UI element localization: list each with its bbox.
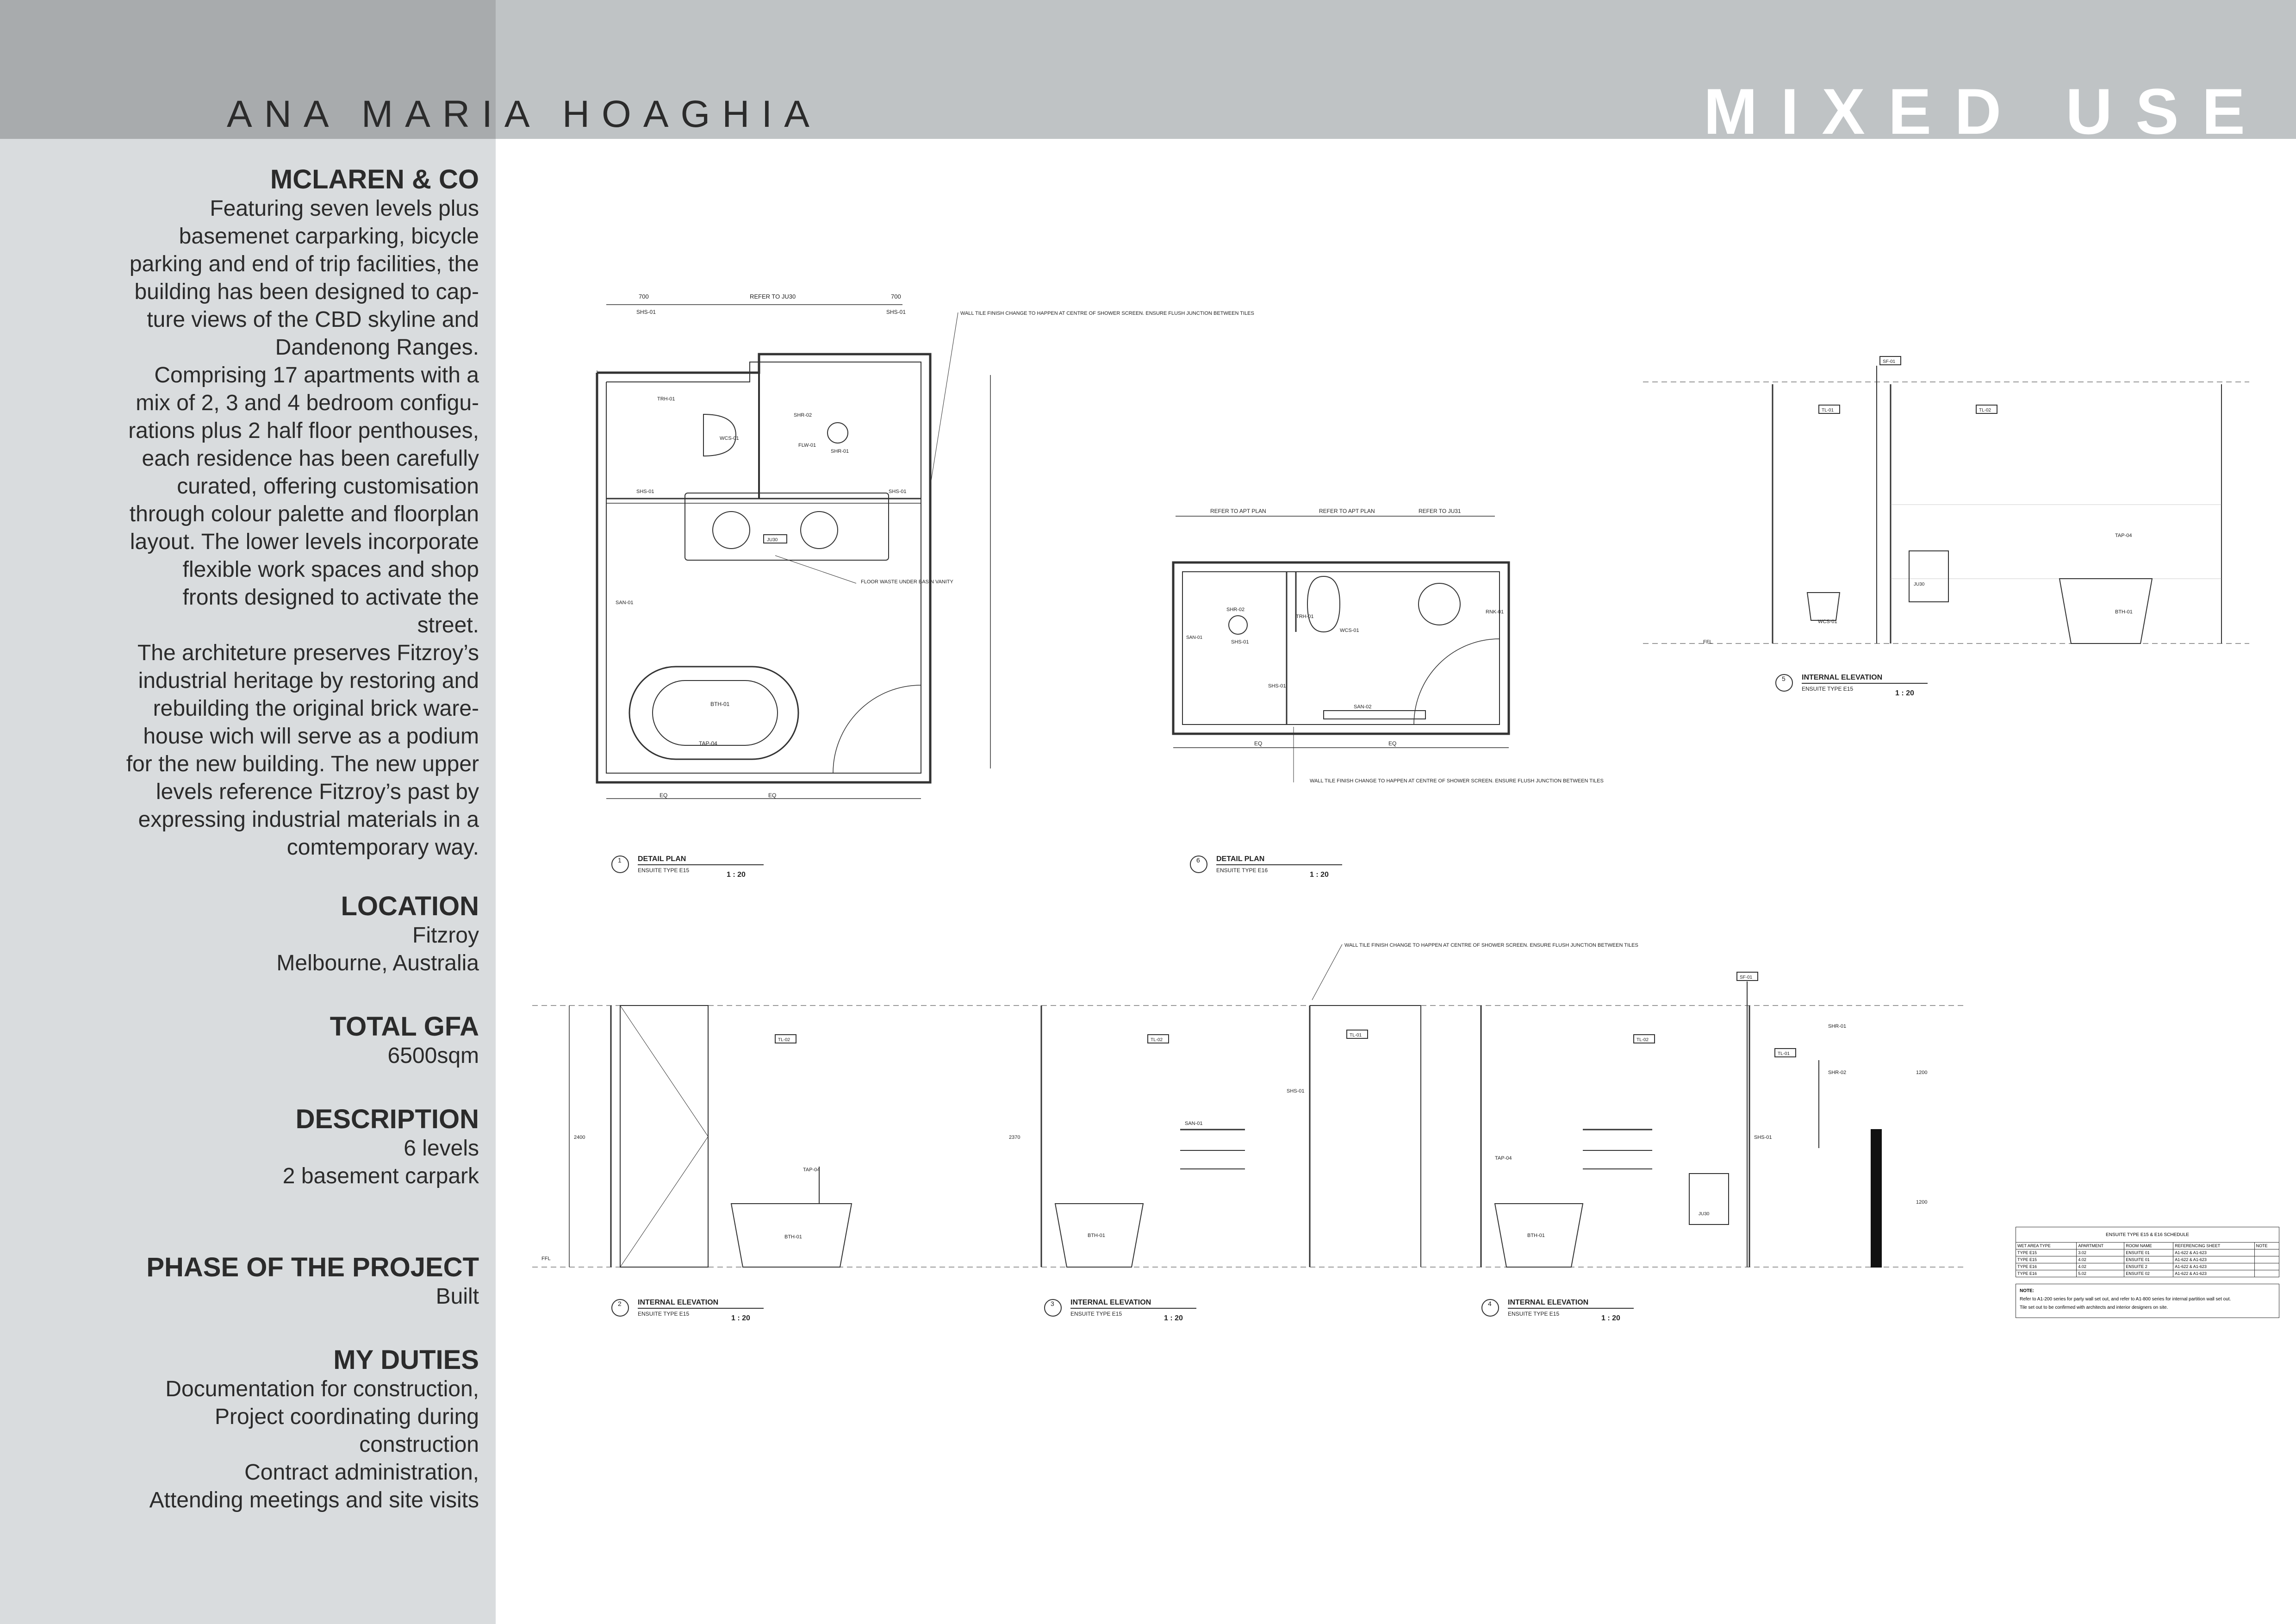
dim-label: EQ xyxy=(1254,740,1263,747)
table-cell xyxy=(2254,1263,2279,1270)
section-duties xyxy=(93,1345,479,1514)
schedule-column-header: WET AREA TYPE xyxy=(2016,1243,2077,1249)
table-cell: ENSUITE 2 xyxy=(2124,1263,2173,1270)
fixture-label: BTH-01 xyxy=(784,1234,802,1240)
body-line: 6 levels xyxy=(404,1136,479,1161)
fixture-label: SHS-01 xyxy=(1287,1088,1305,1094)
section-title: MCLAREN & CO xyxy=(270,164,479,194)
drawing-subtitle: ENSUITE TYPE E15 xyxy=(638,1311,690,1317)
section-total-gfa xyxy=(93,1012,479,1070)
fixture-label: SHS-01 xyxy=(1754,1135,1772,1140)
fixture-label: TAP-04 xyxy=(803,1167,820,1173)
body-line: mix of 2, 3 and 4 bedroom configu- xyxy=(136,391,479,415)
table-row xyxy=(2016,1256,2279,1263)
body-line: fronts designed to activate the xyxy=(182,585,479,610)
body-line: The architeture preserves Fitzroy’s xyxy=(137,641,479,665)
annotation: WALL TILE FINISH CHANGE TO HAPPEN AT CENTRE OF SHOWER SCREEN. ENSURE FLUSH JUNCTION BETWEEN TILES xyxy=(1310,778,1604,784)
table-cell: 4.02 xyxy=(2077,1263,2124,1270)
author-name: ANA MARIA HOAGHIA xyxy=(227,93,821,135)
dim-label: REFER TO JU31 xyxy=(1419,508,1461,514)
body-line: Fitzroy xyxy=(412,923,479,948)
body-line: construction xyxy=(359,1432,479,1457)
drawing-subtitle: ENSUITE TYPE E15 xyxy=(1070,1311,1122,1317)
fixture-label: SHR-01 xyxy=(1828,1024,1847,1029)
drawing-number: 1 xyxy=(618,856,622,864)
body-line: Dandenong Ranges. xyxy=(275,335,479,360)
fixture-label: TL-02 xyxy=(1151,1037,1163,1043)
detail-plan-e16 xyxy=(1173,508,1604,879)
fixture-label: SHS-01 xyxy=(636,489,654,494)
schedule-title: ENSUITE TYPE E15 & E16 SCHEDULE xyxy=(2016,1227,2279,1243)
schedule-column-header: REFERENCING SHEET xyxy=(2173,1243,2254,1249)
fixture-label: TAP-04 xyxy=(1495,1156,1512,1161)
internal-elevation-3 xyxy=(1009,1006,1421,1322)
section-title: MY DUTIES xyxy=(333,1345,479,1375)
body-line: Melbourne, Australia xyxy=(276,951,479,975)
fixture-label: SHS-01 xyxy=(1231,639,1249,645)
table-row xyxy=(2016,1263,2279,1270)
table-cell xyxy=(2254,1270,2279,1277)
body-line: 6500sqm xyxy=(387,1043,479,1068)
drawing-scale: 1 : 20 xyxy=(1895,689,1914,697)
note-line: Refer to A1-200 series for party wall set out, and refer to A1-800 series for internal partition wall set out. xyxy=(2020,1297,2231,1302)
table-cell: 4.02 xyxy=(2077,1256,2124,1263)
fixture-label: TL-02 xyxy=(1979,408,1991,413)
body-line: each residence has been carefully xyxy=(142,446,479,471)
schedule-column-header: APARTMENT xyxy=(2077,1243,2124,1249)
body-line: Comprising 17 apartments with a xyxy=(154,363,479,387)
drawing-subtitle: ENSUITE TYPE E15 xyxy=(638,867,690,874)
table-cell: ENSUITE 01 xyxy=(2124,1249,2173,1256)
fixture-label: RNK-01 xyxy=(1486,609,1504,615)
section-title: TOTAL GFA xyxy=(330,1012,479,1042)
section-title: LOCATION xyxy=(341,891,479,921)
ensuite-schedule xyxy=(2016,1227,2279,1318)
body-line: Built xyxy=(436,1284,479,1309)
fixture-label: BTH-01 xyxy=(1527,1233,1545,1238)
dim-label: REFER TO APT PLAN xyxy=(1319,508,1375,514)
drawing-title: INTERNAL ELEVATION xyxy=(1802,674,1883,681)
body-line: layout. The lower levels incorporate xyxy=(130,530,479,554)
drawing-number: 6 xyxy=(1196,856,1200,864)
body-line: house wich will serve as a podium xyxy=(143,724,479,749)
annotation: WALL TILE FINISH CHANGE TO HAPPEN AT CENTRE OF SHOWER SCREEN. ENSURE FLUSH JUNCTION BETWEEN TILES xyxy=(960,311,1254,316)
fixture-label: SAN-01 xyxy=(1186,635,1203,640)
fixture-label: SF-01 xyxy=(1740,975,1753,980)
drawing-scale: 1 : 20 xyxy=(1164,1314,1183,1322)
drawing-title: INTERNAL ELEVATION xyxy=(638,1299,719,1306)
internal-elevation-5 xyxy=(1643,356,2249,697)
section-body xyxy=(93,922,479,977)
project-type-title: MIXED USE xyxy=(1703,75,2268,148)
body-line: rebuilding the original brick ware- xyxy=(153,696,479,721)
table-cell: A1-622 & A1-623 xyxy=(2173,1249,2254,1256)
note-line: Tile set out to be confirmed with architects and interior designers on site. xyxy=(2020,1305,2168,1310)
schedule-column-header: ROOM NAME xyxy=(2124,1243,2173,1249)
table-row xyxy=(2016,1270,2279,1277)
drawing-subtitle: ENSUITE TYPE E15 xyxy=(1802,686,1854,692)
section-phase xyxy=(93,1252,479,1311)
body-line: curated, offering customisation xyxy=(177,474,479,499)
drawing-number: 5 xyxy=(1782,675,1786,682)
section-location xyxy=(93,891,479,977)
drawing-scale: 1 : 20 xyxy=(731,1314,750,1322)
body-line: for the new building. The new upper xyxy=(126,752,479,776)
dim-label: 2400 xyxy=(574,1135,585,1140)
fixture-label: SHR-02 xyxy=(1828,1070,1847,1075)
body-line: Project coordinating during xyxy=(214,1405,479,1429)
fixture-label: TRH-01 xyxy=(1296,614,1314,619)
drawing-scale: 1 : 20 xyxy=(1601,1314,1620,1322)
schedule-column-header: NOTE xyxy=(2254,1243,2279,1249)
table-cell: A1-622 & A1-623 xyxy=(2173,1270,2254,1277)
table-row xyxy=(2016,1249,2279,1256)
body-line: building has been designed to cap- xyxy=(134,280,479,304)
section-body xyxy=(93,1135,479,1190)
annotation: FLOOR WASTE UNDER BASIN VANITY xyxy=(861,579,953,585)
body-line: industrial heritage by restoring and xyxy=(138,668,479,693)
body-line: flexible work spaces and shop xyxy=(182,557,479,582)
dim-label: 700 xyxy=(639,293,649,300)
table-cell: A1-622 & A1-623 xyxy=(2173,1256,2254,1263)
fixture-label: SHS-01 xyxy=(1268,683,1286,689)
body-line: levels reference Fitzroy’s past by xyxy=(156,780,479,804)
notes-title: NOTE: xyxy=(2020,1288,2035,1293)
fixture-label: WCS-01 xyxy=(720,436,739,441)
dim-label: 1200 xyxy=(1916,1199,1928,1205)
fixture-label: TL-02 xyxy=(1636,1037,1649,1043)
drawing-number: 4 xyxy=(1488,1300,1492,1307)
body-line: street. xyxy=(417,613,479,637)
dim-label: SHS-01 xyxy=(886,309,906,315)
body-line: parking and end of trip facilities, the xyxy=(129,252,479,276)
fixture-label: SAN-01 xyxy=(1185,1121,1203,1126)
detail-plan-e15 xyxy=(597,293,990,879)
table-cell xyxy=(2254,1256,2279,1263)
fixture-label: JU30 xyxy=(767,537,778,543)
fixture-label: WCS-01 xyxy=(1340,628,1359,633)
section-description xyxy=(93,1104,479,1190)
fixture-label: TL-01 xyxy=(1822,408,1834,413)
fixture-label: BTH-01 xyxy=(2115,609,2133,615)
section-project xyxy=(93,164,479,862)
body-line: Attending meetings and site visits xyxy=(149,1488,479,1512)
section-body xyxy=(93,1283,479,1311)
fixture-label: FFL xyxy=(1703,639,1712,645)
fixture-label: SHR-02 xyxy=(1226,607,1245,612)
annotation: WALL TILE FINISH CHANGE TO HAPPEN AT CENTRE OF SHOWER SCREEN. ENSURE FLUSH JUNCTION BETWEEN TILES xyxy=(1344,943,1638,948)
dim-label: EQ xyxy=(1388,740,1397,747)
fixture-label: SF-01 xyxy=(1883,359,1896,364)
fixture-label: BTH-01 xyxy=(1088,1233,1105,1238)
drawing-title: DETAIL PLAN xyxy=(638,855,686,863)
table-cell: 5.02 xyxy=(2077,1270,2124,1277)
fixture-label: SHR-02 xyxy=(794,412,812,418)
fixture-label: TRH-01 xyxy=(657,396,675,402)
fixture-label: BTH-01 xyxy=(710,701,730,707)
table-cell xyxy=(2254,1249,2279,1256)
drawing-scale: 1 : 20 xyxy=(1310,871,1329,879)
table-cell: A1-622 & A1-623 xyxy=(2173,1263,2254,1270)
drawing-subtitle: ENSUITE TYPE E16 xyxy=(1216,867,1268,874)
drawing-number: 2 xyxy=(618,1300,622,1307)
drawing-sheet xyxy=(532,259,2291,1370)
body-line: ture views of the CBD skyline and xyxy=(147,307,479,332)
table-cell: TYPE E15 xyxy=(2016,1256,2077,1263)
fixture-label: TL-02 xyxy=(778,1037,790,1043)
fixture-label: WCS-01 xyxy=(1818,619,1837,625)
drawing-title: DETAIL PLAN xyxy=(1216,855,1265,863)
fixture-label: SHR-01 xyxy=(831,449,849,454)
fixture-label: SHS-01 xyxy=(889,489,907,494)
fixture-label: TAP-04 xyxy=(2115,533,2132,538)
drawing-scale: 1 : 20 xyxy=(727,871,746,879)
dim-label: 2370 xyxy=(1009,1135,1020,1140)
body-line: basemenet carparking, bicycle xyxy=(179,224,479,249)
internal-elevation-2 xyxy=(541,1006,852,1322)
table-cell: 3.02 xyxy=(2077,1249,2124,1256)
body-line: 2 basement carpark xyxy=(282,1164,479,1188)
fixture-label: JU30 xyxy=(1914,582,1925,587)
dim-label: REFER TO APT PLAN xyxy=(1210,508,1266,514)
fixture-label: JU30 xyxy=(1699,1212,1710,1217)
schedule-notes xyxy=(2016,1284,2279,1318)
dim-label: REFER TO JU30 xyxy=(750,293,796,300)
fixture-label: TAP-04 xyxy=(699,740,717,747)
dim-label: 700 xyxy=(891,293,901,300)
dim-label: EQ xyxy=(660,792,668,799)
internal-elevation-4 xyxy=(1481,972,1927,1322)
section-body xyxy=(93,1375,479,1514)
body-line: Featuring seven levels plus xyxy=(210,196,479,221)
fixture-label: SAN-01 xyxy=(616,600,634,606)
body-line: Documentation for construction, xyxy=(165,1377,479,1401)
drawing-title: INTERNAL ELEVATION xyxy=(1508,1299,1589,1306)
table-cell: ENSUITE 01 xyxy=(2124,1256,2173,1263)
fixture-label: SAN-02 xyxy=(1354,704,1372,710)
body-line: expressing industrial materials in a xyxy=(138,807,479,832)
body-line: comtemporary way. xyxy=(286,835,479,860)
section-body xyxy=(93,195,479,862)
body-line: rations plus 2 half floor penthouses, xyxy=(128,418,479,443)
section-title: PHASE OF THE PROJECT xyxy=(146,1252,479,1282)
drawing-subtitle: ENSUITE TYPE E15 xyxy=(1508,1311,1560,1317)
fixture-label: TL-01 xyxy=(1350,1033,1362,1038)
dim-label: 1200 xyxy=(1916,1070,1928,1075)
section-title: DESCRIPTION xyxy=(295,1104,479,1134)
section-body xyxy=(93,1042,479,1070)
dim-label: EQ xyxy=(768,792,777,799)
technical-drawings xyxy=(532,259,2291,1370)
dim-label: SHS-01 xyxy=(636,309,656,315)
fixture-label: FLW-01 xyxy=(798,443,816,448)
table-cell: TYPE E16 xyxy=(2016,1270,2077,1277)
fixture-label: TL-01 xyxy=(1778,1051,1790,1056)
table-cell: TYPE E15 xyxy=(2016,1249,2077,1256)
table-cell: ENSUITE 02 xyxy=(2124,1270,2173,1277)
body-line: through colour palette and floorplan xyxy=(129,502,479,526)
fixture-label: FFL xyxy=(541,1256,551,1262)
drawing-number: 3 xyxy=(1051,1300,1054,1307)
schedule-table xyxy=(2016,1227,2279,1277)
drawing-title: INTERNAL ELEVATION xyxy=(1070,1299,1151,1306)
body-line: Contract administration, xyxy=(244,1460,479,1485)
table-cell: TYPE E16 xyxy=(2016,1263,2077,1270)
